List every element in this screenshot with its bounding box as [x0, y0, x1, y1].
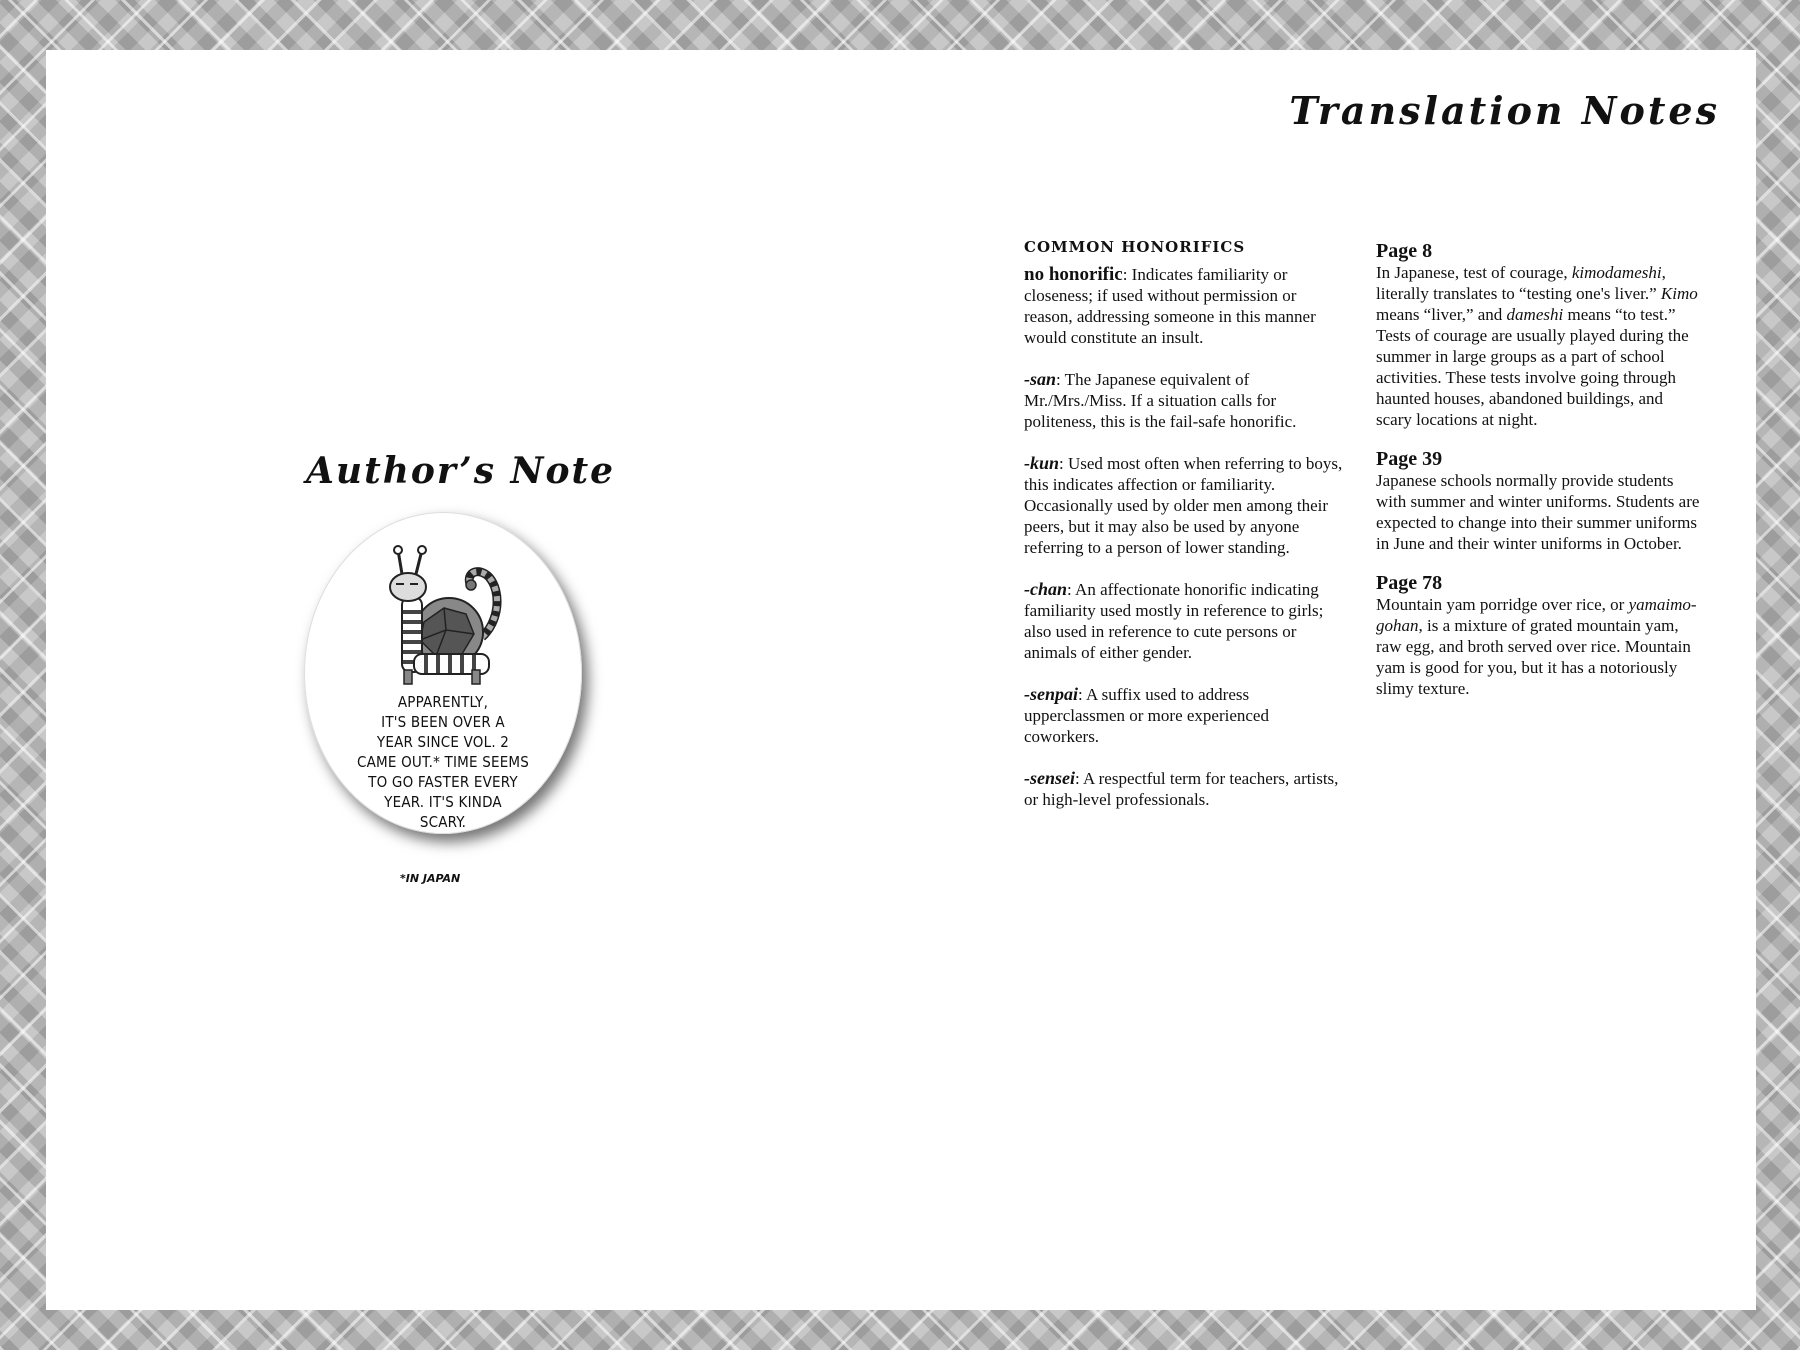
bubble-line: IT'S BEEN OVER A — [381, 713, 505, 731]
honorific-entry — [1024, 453, 1344, 558]
honorific-definition: : An affectionate honorific indicating familiarity used mostly in reference to girls; also used in reference to cute persons or animals of either gender. — [1024, 580, 1324, 662]
note-text: In Japanese, test of courage, — [1376, 263, 1572, 282]
footnote: *IN JAPAN — [400, 872, 461, 885]
note-page-heading: Page 39 — [1376, 448, 1443, 470]
note-text: Mountain yam porridge over rice, or — [1376, 595, 1629, 614]
note-text: Japanese schools normally provide students with summer and winter uniforms. Students are expected to change into their summer uniforms in June and their winter uniforms in October. — [1376, 471, 1700, 553]
honorific-entry — [1024, 579, 1344, 663]
honorific-term: -senpai — [1024, 684, 1078, 704]
note-text: , is a mixture of grated mountain yam, raw egg, and broth served over rice. Mountain yam is good for you, but it has a notoriously slimy texture. — [1376, 616, 1691, 698]
honorific-definition: : A respectful term for teachers, artists, or high-level professionals. — [1024, 769, 1339, 809]
bubble-line: YEAR SINCE VOL. 2 — [376, 733, 510, 751]
author-note-bubble — [304, 512, 582, 834]
author-note-text — [334, 692, 552, 832]
note-text: means “to test.” Tests of courage are usually played during the summer in large groups as a part of school activities. These tests involve going through haunted houses, abandoned buildings, and scary locations at night. — [1376, 305, 1689, 429]
honorific-definition: : A suffix used to address upperclassmen or more experienced coworkers. — [1024, 685, 1269, 746]
note-italic-term: kimodameshi — [1571, 263, 1662, 282]
note-italic-term: Kimo — [1660, 284, 1698, 303]
honorifics-column — [1024, 238, 1344, 831]
authors-note-title: Author’s Note — [306, 450, 615, 492]
note-text: means “liver,” and — [1376, 305, 1507, 324]
note-page-heading: Page 78 — [1376, 572, 1443, 594]
note-body — [1376, 262, 1701, 430]
bubble-line: SCARY. — [419, 813, 467, 831]
bubble-line: YEAR. IT'S KINDA — [384, 793, 502, 811]
honorific-term: -sensei — [1024, 768, 1075, 788]
honorific-term: -kun — [1024, 453, 1060, 473]
note-body — [1376, 594, 1701, 699]
note-italic-term: dameshi — [1506, 305, 1564, 324]
honorific-entry — [1024, 369, 1344, 432]
page-notes-column — [1376, 240, 1701, 717]
honorifics-heading: COMMON HONORIFICS — [1024, 238, 1246, 256]
note-text: , literally translates to “testing one's liver.” — [1376, 263, 1666, 303]
note-body — [1376, 470, 1701, 554]
honorific-entry — [1024, 264, 1344, 348]
bubble-line: TO GO FASTER EVERY — [368, 773, 518, 791]
note-page-heading: Page 8 — [1376, 240, 1433, 262]
note-italic-term: yamaimo-gohan — [1376, 595, 1697, 635]
honorific-definition: : Indicates familiarity or closeness; if used without permission or reason, addressing someone in this manner would constitute an insult. — [1024, 265, 1316, 347]
striped-snail-creature-icon — [374, 542, 514, 692]
honorific-definition: : The Japanese equivalent of Mr./Mrs./Miss. If a situation calls for politeness, this is the fail-safe honorific. — [1024, 370, 1297, 431]
honorific-definition: : Used most often when referring to boys, this indicates affection or familiarity. Occasionally used by older men among their peers, but it may also be used by anyone referring to a person of lower standing. — [1024, 454, 1343, 557]
honorific-term: no honorific — [1024, 264, 1123, 285]
honorific-term: -chan — [1024, 579, 1068, 599]
honorific-entry — [1024, 684, 1344, 747]
bubble-line: APPARENTLY, — [397, 693, 489, 711]
bubble-line: CAME OUT.* TIME SEEMS — [356, 753, 530, 771]
book-spread — [46, 50, 1756, 1310]
translation-notes-title: Translation Notes — [1289, 88, 1720, 133]
honorific-term: -san — [1024, 369, 1057, 389]
honorific-entry — [1024, 768, 1344, 810]
